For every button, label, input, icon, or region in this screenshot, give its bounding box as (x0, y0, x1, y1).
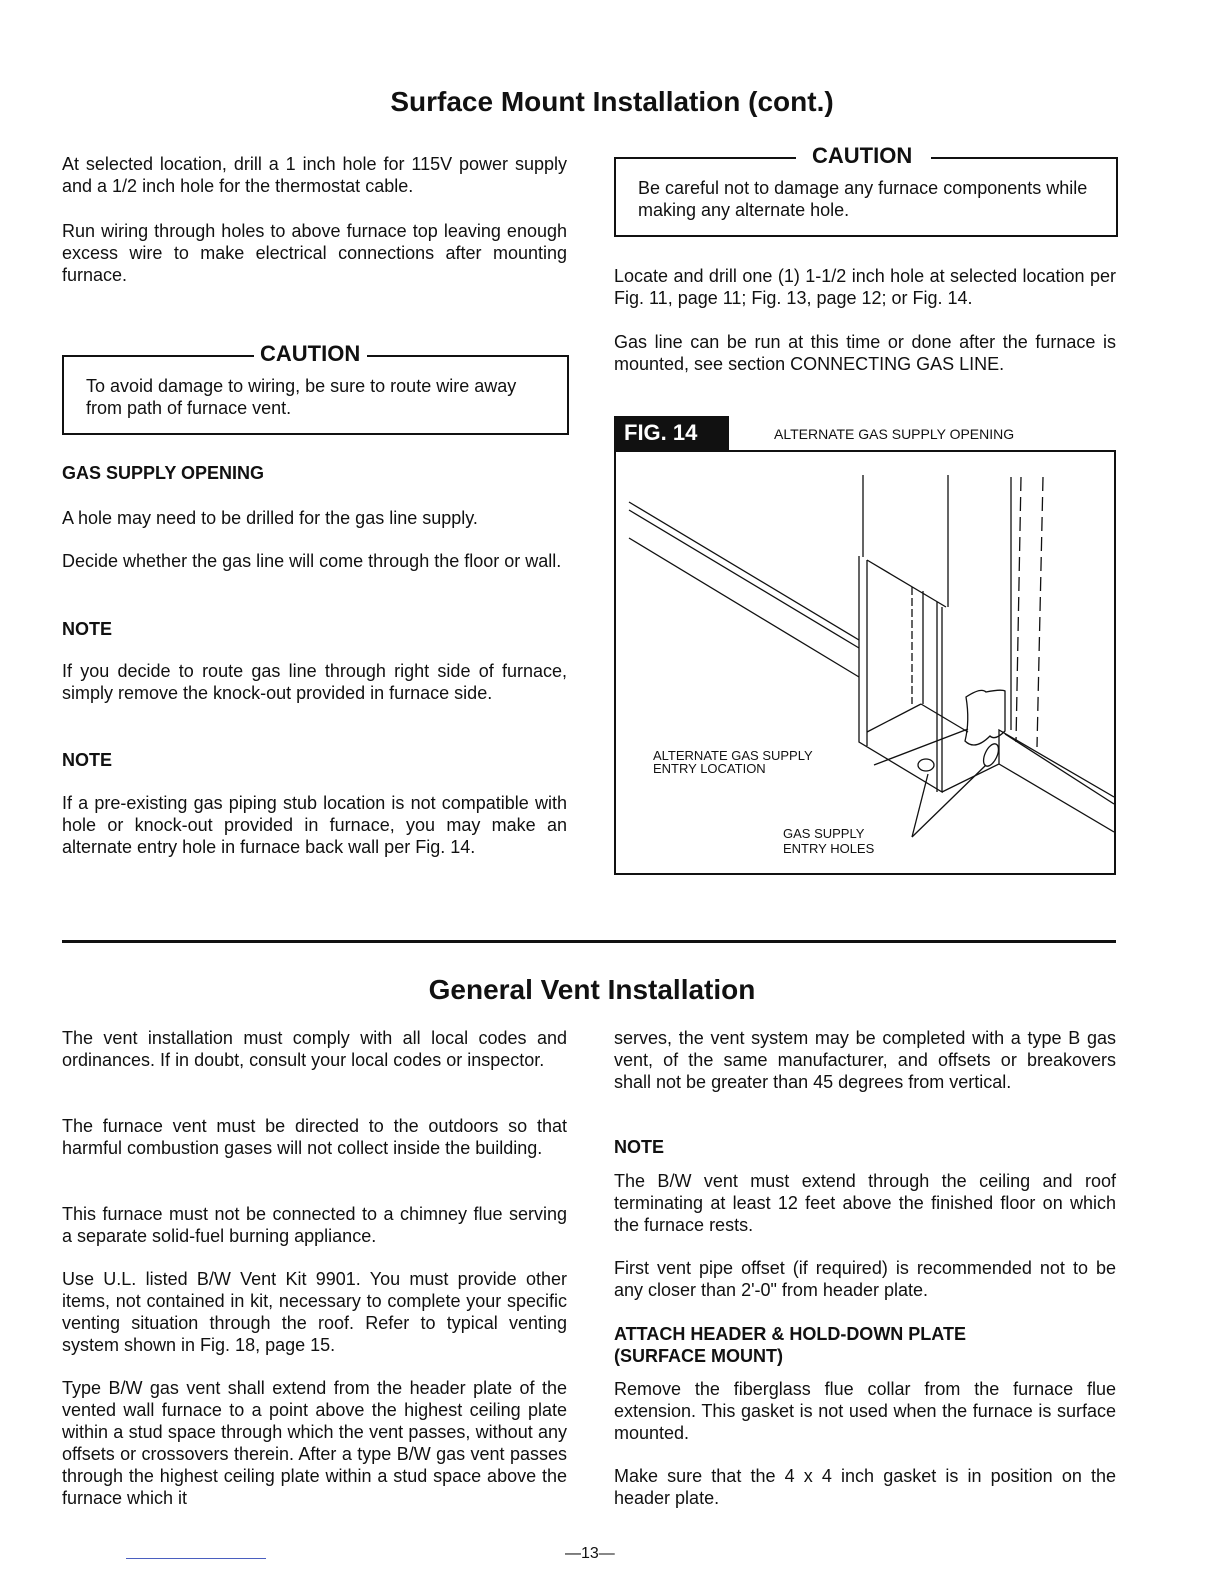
section-title: Surface Mount Installation (cont.) (390, 86, 834, 117)
page-number: —13— (565, 1545, 615, 1562)
subheading: (SURFACE MOUNT) (614, 1346, 783, 1366)
paragraph: Use U.L. listed B/W Vent Kit 9901. You must provide other items, not contained in kit, necessary to complete your specific venting situation through the roof. Refer to typical venting system shown in Fig. 18, page 15. (62, 1269, 567, 1355)
paragraph: Gas line can be run at this time or done after the furnace is mounted, see section CONNECTING GAS LINE. (614, 332, 1116, 374)
caution-box (614, 143, 1118, 237)
paragraph: The furnace vent must be directed to the outdoors so that harmful combustion gases will not collect inside the building. (62, 1116, 567, 1158)
caution-box (62, 341, 569, 435)
paragraph: Type B/W gas vent shall extend from the header plate of the vented wall furnace to a point above the highest ceiling plate within a stud space through which the vent passes, without any offsets or crossovers therein. After a type B/W gas vent passes through the highest ceiling plate within a stud space above the furnace which it (62, 1378, 567, 1508)
paragraph: Make sure that the 4 x 4 inch gasket is in position on the header plate. (614, 1466, 1116, 1508)
section-title: General Vent Installation (428, 974, 756, 1005)
caution-text: To avoid damage to wiring, be sure to route wire away from path of furnace vent. (86, 376, 517, 418)
paragraph: Run wiring through holes to above furnace top leaving enough excess wire to make electrical connections after mounting furnace. (62, 221, 567, 285)
paragraph: serves, the vent system may be completed with a type B gas vent, of the same manufacturer, and offsets or breakovers shall not be greater than 45 degrees from vertical. (614, 1028, 1116, 1092)
paragraph: The vent installation must comply with all local codes and ordinances. If in doubt, consult your local codes or inspector. (62, 1028, 567, 1070)
paragraph: This furnace must not be connected to a chimney flue serving a separate solid-fuel burning appliance. (62, 1204, 567, 1246)
figure-14 (614, 450, 1116, 875)
callout-label: ALTERNATE GAS SUPPLY (653, 748, 813, 763)
note-heading: NOTE (62, 619, 113, 639)
paragraph: If a pre-existing gas piping stub location is not compatible with hole or knock-out provided in furnace, you may make an alternate entry hole in furnace back wall per Fig. 14. (62, 793, 567, 857)
paragraph: A hole may need to be drilled for the gas line supply. (62, 508, 478, 528)
note-heading: NOTE (62, 750, 113, 770)
callout-label: ENTRY HOLES (783, 841, 875, 856)
note-heading: NOTE (614, 1137, 665, 1157)
figure-label: FIG. 14 (614, 416, 729, 450)
paragraph: At selected location, drill a 1 inch hole for 115V power supply and a 1/2 inch hole for the thermostat cable. (62, 154, 567, 196)
section-divider (62, 940, 1116, 943)
furnace-diagram (616, 452, 1114, 873)
paragraph: The B/W vent must extend through the ceiling and roof terminating at least 12 feet above the finished floor on which the furnace rests. (614, 1171, 1116, 1235)
paragraph: First vent pipe offset (if required) is recommended not to be any closer than 2'-0" from header plate. (614, 1258, 1116, 1300)
callout-label: GAS SUPPLY (783, 826, 865, 841)
caution-title: CAUTION (254, 341, 366, 367)
subheading: ATTACH HEADER & HOLD-DOWN PLATE (614, 1324, 966, 1344)
paragraph: Remove the fiberglass flue collar from the furnace flue extension. This gasket is not used when the furnace is surface mounted. (614, 1379, 1116, 1443)
paragraph: If you decide to route gas line through right side of furnace, simply remove the knock-out provided in furnace side. (62, 661, 567, 703)
caution-text: Be careful not to damage any furnace components while making any alternate hole. (638, 178, 1088, 220)
caution-title: CAUTION (806, 143, 918, 169)
figure-title: ALTERNATE GAS SUPPLY OPENING (774, 426, 1015, 442)
footer-rule (126, 1558, 266, 1559)
subheading: GAS SUPPLY OPENING (62, 463, 265, 483)
paragraph: Locate and drill one (1) 1-1/2 inch hole at selected location per Fig. 11, page 11; Fig. 13, page 12; or Fig. 14. (614, 266, 1116, 308)
callout-label: ENTRY LOCATION (653, 761, 766, 776)
paragraph: Decide whether the gas line will come through the floor or wall. (62, 551, 562, 571)
